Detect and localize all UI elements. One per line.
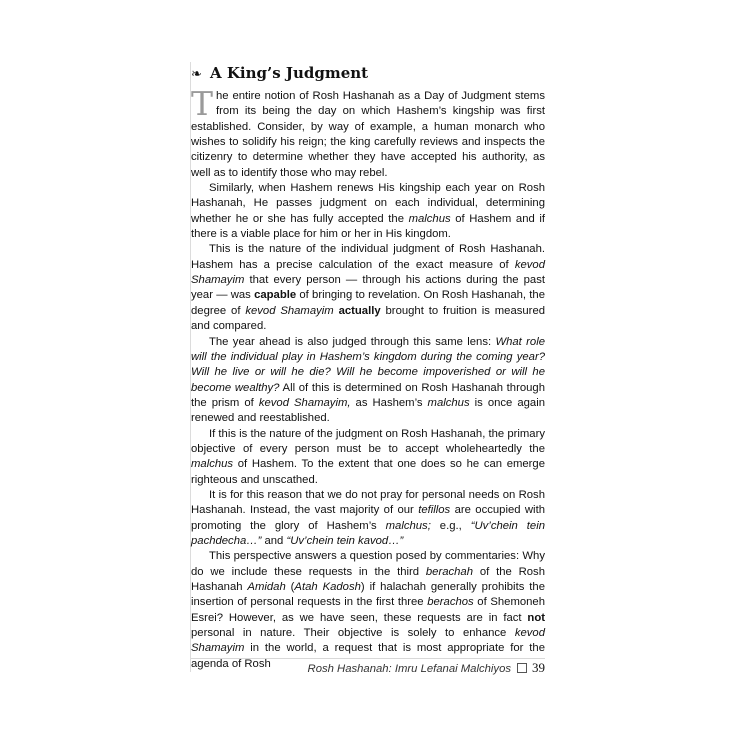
running-title: Rosh Hashanah: Imru Lefanai Malchiyos xyxy=(307,663,511,675)
paragraph-6: It is for this reason that we do not pray for personal needs on Rosh Hashanah. Instead, the vast majority of our tefillos are occupied with promoting the glory of Hashem’s malchus; e.g., “Uv’chein tein pachdecha…” and “Uv’chein tein kavod…” xyxy=(191,488,545,547)
paragraph-7: This perspective answers a question posed by commentaries: Why do we include these requests in the third berachah of the Rosh Hashanah Amidah (Atah Kadosh) if halachah generally prohibits the insertion of personal requests in the first three berachos of Shemoneh Esrei? However, as we have seen, these requests are in fact not personal in nature. Their objective is solely to enhance kevod Shamayim in the world, a request that is most appropriate for the agenda of Rosh xyxy=(191,550,545,670)
paragraph-5: If this is the nature of the judgment on Rosh Hashanah, the primary objective of every person must be to accept wholeheartedly the malchus of Hashem. To the extent that one does so he can emerge righteous and unscathed. xyxy=(191,427,545,486)
paragraph-3: This is the nature of the individual judgment of Rosh Hashanah. Hashem has a precise calculation of the exact measure of kevod Shamayim that every person — through his actions during the past year — was capable of bringing to revelation. On Rosh Hashanah, the degree of kevod Shamayim actually brought to fruition is measured and compared. xyxy=(191,243,546,333)
page-footer xyxy=(191,658,545,677)
page-number: 39 xyxy=(532,660,545,675)
body-text xyxy=(191,84,546,672)
fleuron-icon: ❧ xyxy=(191,67,202,82)
paragraph-1: The entire notion of Rosh Hashanah as a Day of Judgment stems from its being the day on which Hashem’s kingship was first established. Consider, by way of example, a human monarch who wishes to solidify his reign; the king carefully reviews and inspects the citizenry to determine whether they have accepted his authority, as well as to identify those who may rebel. xyxy=(191,84,545,179)
paragraph-4: The year ahead is also judged through this same lens: What role will the individual play in Hashem’s kingdom during the coming year? Will he live or will he die? Will he become impoverished or will he become wealthy? All of this is determined on Rosh Hashanah through the prism of kevod Shamayim, as Hashem’s malchus is once again renewed and reestablished. xyxy=(191,335,545,425)
drop-cap: T xyxy=(191,84,214,123)
section-heading xyxy=(191,64,545,82)
square-icon xyxy=(517,663,527,673)
book-page xyxy=(190,62,546,675)
section-title: A King’s Judgment xyxy=(210,64,369,82)
paragraph-2: Similarly, when Hashem renews His kingship each year on Rosh Hashanah, He passes judgment on each individual, determining whether he or she has fully accepted the malchus of Hashem and if there is a viable place for him or her in His kingdom. xyxy=(191,182,545,241)
